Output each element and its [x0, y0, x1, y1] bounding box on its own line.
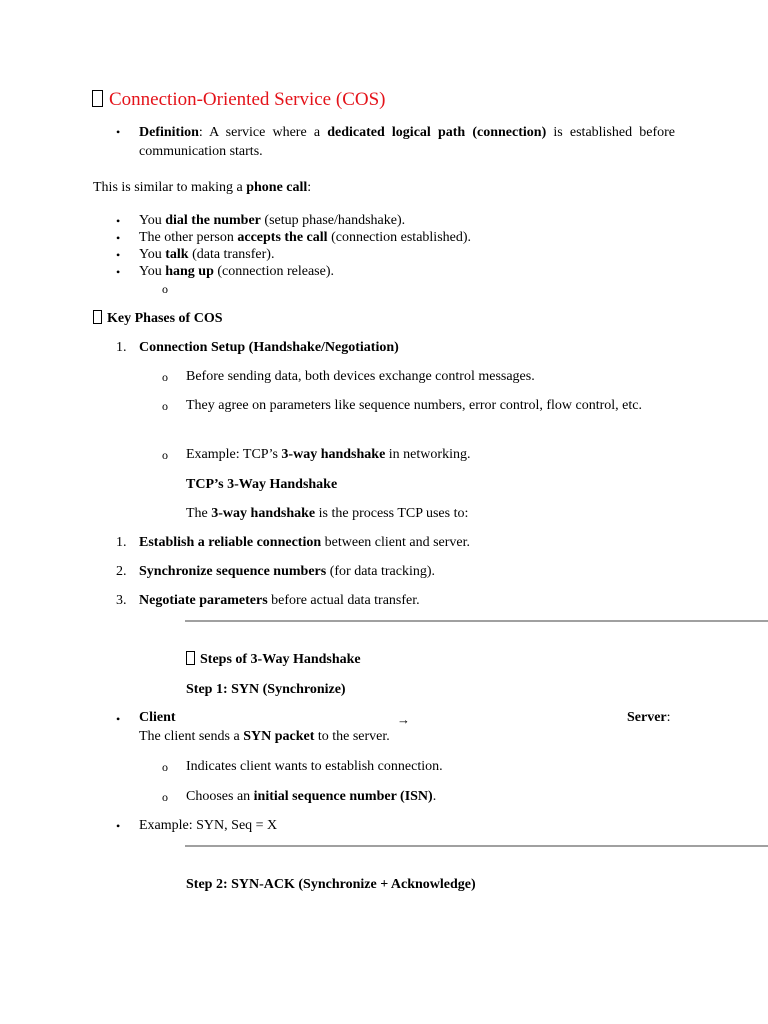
list-item: Establish a reliable connection between client and server. [139, 535, 471, 550]
list-item: You hang up (connection release). [139, 264, 334, 279]
key-phases-heading: Key Phases of COS [93, 310, 223, 327]
sub-bullet-icon: o [162, 370, 168, 384]
list-item: You talk (data transfer). [139, 247, 275, 262]
bullet-icon: • [116, 819, 121, 833]
bullet-icon: • [116, 231, 121, 245]
bullet-icon: • [116, 712, 121, 726]
page-title: Connection-Oriented Service (COS) [92, 88, 385, 112]
list-item: Example: TCP’s 3-way handshake in networking. [186, 447, 471, 462]
list-item: The other person accepts the call (connection established). [139, 230, 472, 245]
bullet-icon: • [116, 214, 121, 228]
list-item: Chooses an initial sequence number (ISN). [186, 789, 437, 804]
step-1-description: The client sends a SYN packet to the server. [139, 729, 390, 744]
phone-intro: This is similar to making a phone call: [93, 180, 312, 195]
list-item: Indicates client wants to establish connection. [186, 759, 443, 774]
arrow-right-icon: → [397, 712, 410, 727]
step-1-client-label: Client [139, 710, 176, 725]
list-item: They agree on parameters like sequence numbers, error control, flow control, etc. [186, 398, 642, 413]
missing-glyph-icon [93, 310, 102, 324]
tcp-heading: TCP’s 3-Way Handshake [186, 477, 338, 492]
list-number: 3. [116, 593, 127, 608]
definition-paragraph: Definition: A service where a dedicated logical path (connection) is established before communication starts. [139, 125, 676, 159]
missing-glyph-icon [186, 651, 195, 665]
tcp-intro: The 3-way handshake is the process TCP uses to: [186, 506, 469, 521]
list-item: Before sending data, both devices exchange control messages. [186, 369, 535, 384]
bullet-icon: • [116, 248, 121, 262]
step-2-heading: Step 2: SYN-ACK (Synchronize + Acknowledge) [186, 877, 476, 892]
step-1-example: Example: SYN, Seq = X [139, 818, 278, 833]
sub-bullet-icon: o [162, 282, 168, 296]
list-item: Negotiate parameters before actual data transfer. [139, 593, 420, 608]
steps-heading: Steps of 3-Way Handshake [186, 651, 361, 668]
step-1-server-label: Server: [627, 710, 671, 725]
list-number: 2. [116, 564, 127, 579]
list-item: You dial the number (setup phase/handshake). [139, 213, 406, 228]
bullet-icon: • [116, 125, 121, 139]
sub-bullet-icon: o [162, 399, 168, 413]
phase-1-label: Connection Setup (Handshake/Negotiation) [139, 340, 399, 355]
bullet-icon: • [116, 265, 121, 279]
sub-bullet-icon: o [162, 790, 168, 804]
step-1-heading: Step 1: SYN (Synchronize) [186, 682, 346, 697]
list-number: 1. [116, 340, 127, 355]
list-number: 1. [116, 535, 127, 550]
horizontal-rule [185, 620, 768, 622]
horizontal-rule [185, 845, 768, 847]
sub-bullet-icon: o [162, 448, 168, 462]
missing-glyph-icon [92, 90, 103, 107]
sub-bullet-icon: o [162, 760, 168, 774]
list-item: Synchronize sequence numbers (for data tracking). [139, 564, 436, 579]
